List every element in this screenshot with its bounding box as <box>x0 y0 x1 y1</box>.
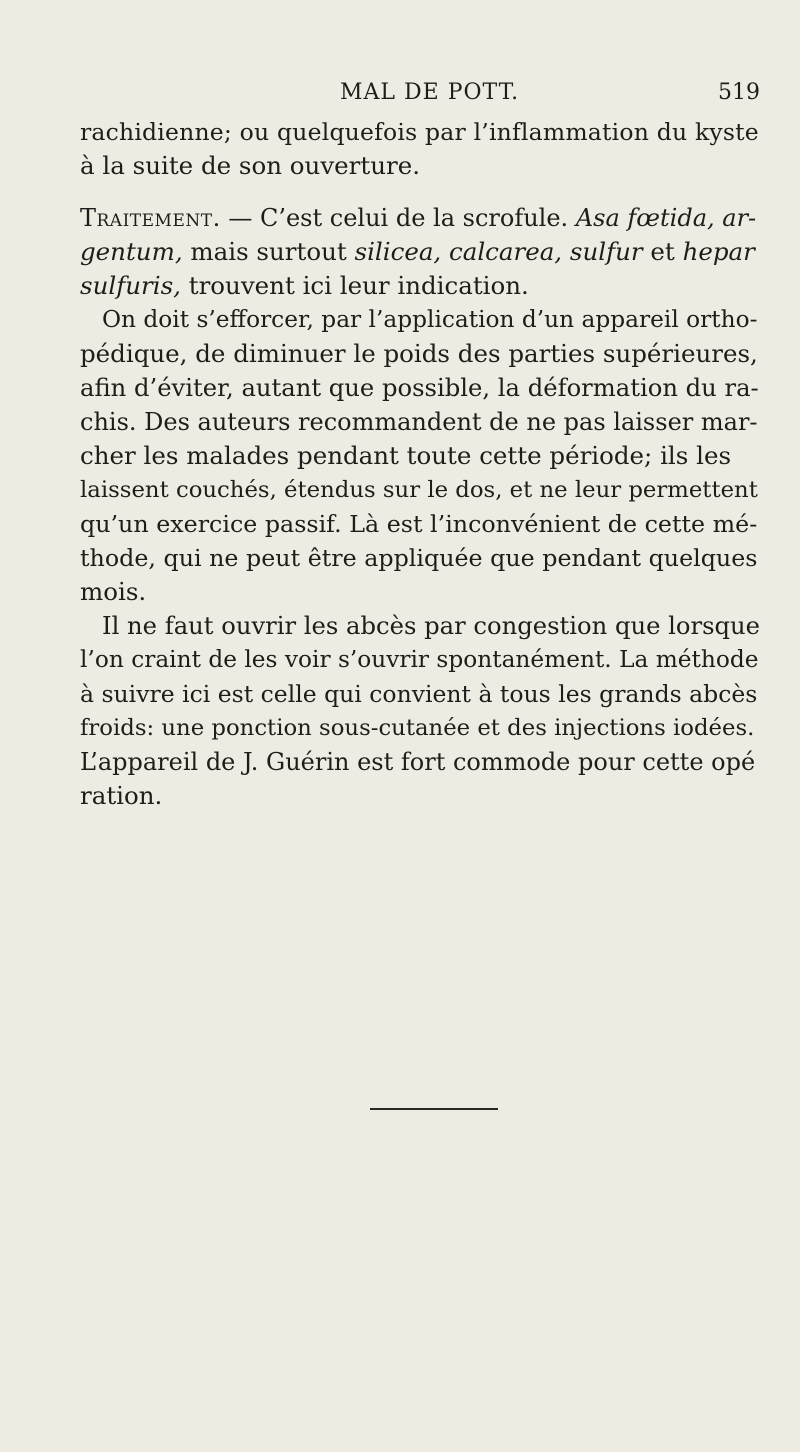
text-line: On doit s’efforcer, par l’application d’un appareil ortho- <box>102 306 758 333</box>
text-line: mois. <box>80 577 147 606</box>
italic-run: gentum, <box>80 237 183 266</box>
text-line: afin d’éviter, autant que possible, la déformation du ra- <box>80 373 759 402</box>
italic-run: sulfuris, <box>80 271 181 300</box>
text-run: — C’est celui de la scrofule. <box>220 204 576 232</box>
text-line: à suivre ici est celle qui convient à tous les grands abcès <box>80 680 758 708</box>
text-line: pédique, de diminuer le poids des parties supérieures, <box>80 339 758 368</box>
body-text <box>80 115 760 813</box>
text-line: qu’un exercice passif. Là est l’inconvénient de cette mé- <box>80 510 758 538</box>
text-line: Il ne faut ouvrir les abcès par congestion que lorsque <box>102 611 761 640</box>
text-line: à la suite de son ouverture. <box>80 151 421 180</box>
text-run: et <box>642 237 683 266</box>
italic-run: silicea, calcarea, sulfur <box>354 237 643 266</box>
section-rule <box>370 1108 498 1110</box>
text-line: froids: une ponction sous-cutanée et des injections iodées. <box>80 715 755 741</box>
text-line <box>80 201 760 235</box>
text-line: L’appareil de J. Guérin est fort commode pour cette opé <box>80 748 756 776</box>
running-head <box>0 80 800 114</box>
text-line <box>80 235 760 269</box>
text-line: laissent couchés, étendus sur le dos, et ne leur permettent <box>80 477 758 503</box>
text-run: trouvent ici leur indication. <box>180 271 529 300</box>
section-label: Traitement. <box>80 204 221 232</box>
italic-run: hepar <box>682 237 755 266</box>
text-run: mais surtout <box>182 237 355 266</box>
page-number: 519 <box>718 80 760 105</box>
text-line: chis. Des auteurs recommandent de ne pas laisser mar- <box>80 408 758 436</box>
running-title: MAL DE POTT. <box>340 80 520 105</box>
italic-run: Asa fœtida, ar- <box>575 204 757 232</box>
text-line: l’on craint de les voir s’ouvrir spontanément. La méthode <box>80 646 759 673</box>
text-line: thode, qui ne peut être appliquée que pendant quelques <box>80 544 758 572</box>
text-line: rachidienne; ou quelquefois par l’inflammation du kyste <box>80 118 759 146</box>
text-line: cher les malades pendant toute cette période; ils les <box>80 441 732 470</box>
text-line: ration. <box>80 781 163 810</box>
text-line <box>80 269 760 303</box>
